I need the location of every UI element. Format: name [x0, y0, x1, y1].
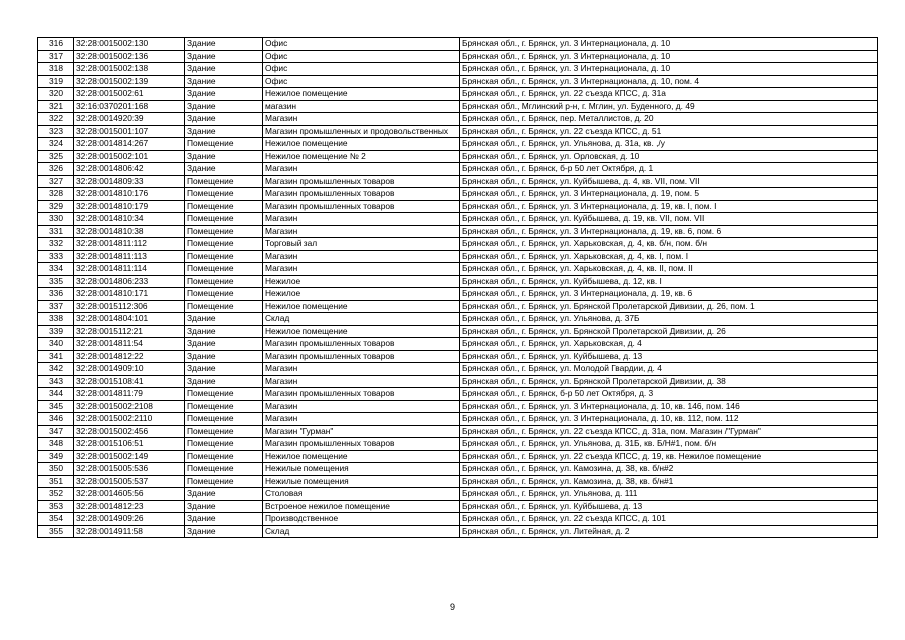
object-name-cell: Нежилое помещение	[263, 300, 460, 313]
address-cell: Брянская обл., г. Брянск, ул. Куйбышева, д. 13	[460, 500, 878, 513]
table-row	[38, 475, 878, 488]
object-type-cell: Помещение	[185, 213, 263, 226]
object-type-cell: Помещение	[185, 450, 263, 463]
object-name-cell: Магазин промышленных товаров	[263, 175, 460, 188]
table-row	[38, 425, 878, 438]
row-number-cell: 347	[38, 425, 74, 438]
object-name-cell: Магазин	[263, 413, 460, 426]
table-row	[38, 175, 878, 188]
address-cell: Брянская обл., г. Брянск, ул. 3 Интернационала, д. 10	[460, 50, 878, 63]
table-row	[38, 325, 878, 338]
table-row	[38, 313, 878, 326]
address-cell: Брянская обл., г. Брянск, ул. Камозина, д. 38, кв. б/н#2	[460, 463, 878, 476]
cadastral-number-cell: 32:28:0014920:39	[74, 113, 185, 126]
object-name-cell: Магазин	[263, 263, 460, 276]
row-number-cell: 351	[38, 475, 74, 488]
cadastral-number-cell: 32:28:0014806:42	[74, 163, 185, 176]
table-row	[38, 375, 878, 388]
table-row	[38, 38, 878, 51]
address-cell: Брянская обл., г. Брянск, ул. 3 Интернационала, д. 19, кв. I, пом. I	[460, 200, 878, 213]
object-name-cell: Магазин промышленных товаров	[263, 438, 460, 451]
object-type-cell: Здание	[185, 88, 263, 101]
table-row	[38, 413, 878, 426]
object-name-cell: Встроеное нежилое помещение	[263, 500, 460, 513]
address-cell: Брянская обл., г. Брянск, ул. 3 Интернационала, д. 10	[460, 38, 878, 51]
address-cell: Брянская обл., Мглинский р-н, г. Мглин, ул. Буденного, д. 49	[460, 100, 878, 113]
cadastral-number-cell: 32:28:0015005:536	[74, 463, 185, 476]
address-cell: Брянская обл., г. Брянск, ул. Куйбышева, д. 13	[460, 350, 878, 363]
address-cell: Брянская обл., г. Брянск, ул. 3 Интернационала, д. 10, пом. 4	[460, 75, 878, 88]
object-name-cell: Магазин	[263, 250, 460, 263]
object-name-cell: Склад	[263, 525, 460, 538]
object-name-cell: Магазин	[263, 375, 460, 388]
address-cell: Брянская обл., г. Брянск, ул. 3 Интернационала, д. 10	[460, 63, 878, 76]
row-number-cell: 325	[38, 150, 74, 163]
row-number-cell: 333	[38, 250, 74, 263]
row-number-cell: 317	[38, 50, 74, 63]
cadastral-number-cell: 32:28:0015002:130	[74, 38, 185, 51]
object-type-cell: Помещение	[185, 275, 263, 288]
object-name-cell: Нежилые помещения	[263, 463, 460, 476]
row-number-cell: 320	[38, 88, 74, 101]
address-cell: Брянская обл., г. Брянск, ул. Камозина, д. 38, кв. б/н#1	[460, 475, 878, 488]
object-name-cell: Магазин	[263, 113, 460, 126]
row-number-cell: 342	[38, 363, 74, 376]
table-row	[38, 63, 878, 76]
address-cell: Брянская обл., г. Брянск, ул. Ульянова, д. 31Б, кв. Б/Н#1, пом. б/н	[460, 438, 878, 451]
row-number-cell: 338	[38, 313, 74, 326]
table-row	[38, 225, 878, 238]
cadastral-number-cell: 32:28:0015112:306	[74, 300, 185, 313]
object-type-cell: Помещение	[185, 388, 263, 401]
cadastral-number-cell: 32:28:0015002:2108	[74, 400, 185, 413]
object-name-cell: Магазин	[263, 213, 460, 226]
row-number-cell: 339	[38, 325, 74, 338]
address-cell: Брянская обл., г. Брянск, ул. 22 съезда КПСС, д. 101	[460, 513, 878, 526]
row-number-cell: 335	[38, 275, 74, 288]
object-type-cell: Здание	[185, 113, 263, 126]
address-cell: Брянская обл., г. Брянск, ул. Литейная, д. 2	[460, 525, 878, 538]
address-cell: Брянская обл., г. Брянск, ул. 22 съезда КПСС, д. 19, кв. Нежилое помещение	[460, 450, 878, 463]
cadastral-number-cell: 32:28:0014814:267	[74, 138, 185, 151]
object-type-cell: Здание	[185, 375, 263, 388]
object-type-cell: Здание	[185, 325, 263, 338]
table-row	[38, 113, 878, 126]
row-number-cell: 328	[38, 188, 74, 201]
address-cell: Брянская обл., г. Брянск, ул. Ульянова, д. 37Б	[460, 313, 878, 326]
table-row	[38, 363, 878, 376]
row-number-cell: 355	[38, 525, 74, 538]
row-number-cell: 352	[38, 488, 74, 501]
cadastral-number-cell: 32:28:0015106:51	[74, 438, 185, 451]
object-name-cell: Нежилое помещение	[263, 450, 460, 463]
address-cell: Брянская обл., г. Брянск, ул. Куйбышева, д. 19, кв. VII, пом. VII	[460, 213, 878, 226]
object-name-cell: Нежилое помещение	[263, 325, 460, 338]
cadastral-number-cell: 32:28:0014812:22	[74, 350, 185, 363]
object-type-cell: Помещение	[185, 250, 263, 263]
object-type-cell: Здание	[185, 363, 263, 376]
object-name-cell: Магазин промышленных товаров	[263, 388, 460, 401]
table-row	[38, 513, 878, 526]
cadastral-number-cell: 32:28:0015002:138	[74, 63, 185, 76]
object-type-cell: Здание	[185, 38, 263, 51]
address-cell: Брянская обл., г. Брянск, ул. 3 Интернационала, д. 19, кв. 6, пом. 6	[460, 225, 878, 238]
address-cell: Брянская обл., г. Брянск, ул. Брянской Пролетарской Дивизии, д. 38	[460, 375, 878, 388]
object-type-cell: Здание	[185, 525, 263, 538]
row-number-cell: 354	[38, 513, 74, 526]
table-row	[38, 138, 878, 151]
object-name-cell: Нежилое помещение № 2	[263, 150, 460, 163]
table-row	[38, 350, 878, 363]
address-cell: Брянская обл., г. Брянск, ул. 3 Интернационала, д. 19, пом. 5	[460, 188, 878, 201]
object-name-cell: Магазин	[263, 400, 460, 413]
row-number-cell: 350	[38, 463, 74, 476]
object-name-cell: Склад	[263, 313, 460, 326]
table-row	[38, 200, 878, 213]
cadastral-number-cell: 32:28:0014811:54	[74, 338, 185, 351]
object-type-cell: Здание	[185, 513, 263, 526]
address-cell: Брянская обл., г. Брянск, б-р 50 лет Октября, д. 3	[460, 388, 878, 401]
object-name-cell: магазин	[263, 100, 460, 113]
row-number-cell: 334	[38, 263, 74, 276]
cadastral-number-cell: 32:28:0015002:101	[74, 150, 185, 163]
table-row	[38, 463, 878, 476]
property-registry-table	[37, 37, 878, 538]
cadastral-number-cell: 32:28:0014812:23	[74, 500, 185, 513]
object-type-cell: Здание	[185, 50, 263, 63]
page-number: 9	[449, 602, 455, 612]
row-number-cell: 340	[38, 338, 74, 351]
address-cell: Брянская обл., г. Брянск, ул. 22 съезда КПСС, д. 31а, пом. Магазин /"Гурман"	[460, 425, 878, 438]
address-cell: Брянская обл., г. Брянск, ул. Брянской Пролетарской Дивизии, д. 26, пом. 1	[460, 300, 878, 313]
cadastral-number-cell: 32:28:0014806:233	[74, 275, 185, 288]
table-row	[38, 263, 878, 276]
table-row	[38, 500, 878, 513]
address-cell: Брянская обл., г. Брянск, ул. Молодой Гвардии, д. 4	[460, 363, 878, 376]
table-row	[38, 438, 878, 451]
object-name-cell: Магазин промышленных товаров	[263, 188, 460, 201]
object-name-cell: Нежилое помещение	[263, 138, 460, 151]
row-number-cell: 326	[38, 163, 74, 176]
object-name-cell: Столовая	[263, 488, 460, 501]
cadastral-number-cell: 32:28:0014810:176	[74, 188, 185, 201]
cadastral-number-cell: 32:28:0014810:179	[74, 200, 185, 213]
object-type-cell: Здание	[185, 313, 263, 326]
object-type-cell: Помещение	[185, 463, 263, 476]
address-cell: Брянская обл., г. Брянск, ул. Куйбышева, д. 12, кв. I	[460, 275, 878, 288]
table-row	[38, 238, 878, 251]
row-number-cell: 346	[38, 413, 74, 426]
object-name-cell: Магазин "Гурман"	[263, 425, 460, 438]
address-cell: Брянская обл., г. Брянск, ул. 3 Интернационала, д. 10, кв. 112, пом. 112	[460, 413, 878, 426]
row-number-cell: 349	[38, 450, 74, 463]
address-cell: Брянская обл., г. Брянск, ул. 3 Интернационала, д. 10, кв. 146, пом. 146	[460, 400, 878, 413]
address-cell: Брянская обл., г. Брянск, ул. Харьковская, д. 4, кв. б/н, пом. б/н	[460, 238, 878, 251]
table-row	[38, 488, 878, 501]
address-cell: Брянская обл., г. Брянск, ул. Ульянова, д. 111	[460, 488, 878, 501]
cadastral-number-cell: 32:28:0014810:38	[74, 225, 185, 238]
object-type-cell: Помещение	[185, 263, 263, 276]
object-name-cell: Офис	[263, 38, 460, 51]
cadastral-number-cell: 32:28:0014804:101	[74, 313, 185, 326]
object-name-cell: Магазин промышленных товаров	[263, 338, 460, 351]
object-type-cell: Помещение	[185, 400, 263, 413]
table-row	[38, 88, 878, 101]
address-cell: Брянская обл., г. Брянск, ул. Харьковская, д. 4	[460, 338, 878, 351]
object-name-cell: Магазин промышленных и продовольственных	[263, 125, 460, 138]
cadastral-number-cell: 32:28:0015002:2110	[74, 413, 185, 426]
object-name-cell: Магазин промышленных товаров	[263, 200, 460, 213]
cadastral-number-cell: 32:16:0370201:168	[74, 100, 185, 113]
row-number-cell: 337	[38, 300, 74, 313]
object-type-cell: Здание	[185, 500, 263, 513]
object-type-cell: Здание	[185, 100, 263, 113]
registry-table-body	[38, 38, 878, 538]
address-cell: Брянская обл., г. Брянск, ул. 22 съезда КПСС, д. 51	[460, 125, 878, 138]
row-number-cell: 316	[38, 38, 74, 51]
object-name-cell: Нежилое	[263, 275, 460, 288]
row-number-cell: 319	[38, 75, 74, 88]
row-number-cell: 323	[38, 125, 74, 138]
object-name-cell: Торговый зал	[263, 238, 460, 251]
row-number-cell: 321	[38, 100, 74, 113]
object-type-cell: Здание	[185, 338, 263, 351]
object-type-cell: Помещение	[185, 300, 263, 313]
row-number-cell: 343	[38, 375, 74, 388]
address-cell: Брянская обл., г. Брянск, ул. 22 съезда КПСС, д. 31а	[460, 88, 878, 101]
object-name-cell: Нежилое помещение	[263, 88, 460, 101]
table-row	[38, 400, 878, 413]
row-number-cell: 341	[38, 350, 74, 363]
object-type-cell: Здание	[185, 75, 263, 88]
cadastral-number-cell: 32:28:0015112:21	[74, 325, 185, 338]
object-name-cell: Магазин	[263, 225, 460, 238]
table-row	[38, 100, 878, 113]
object-name-cell: Офис	[263, 50, 460, 63]
cadastral-number-cell: 32:28:0014810:34	[74, 213, 185, 226]
object-type-cell: Помещение	[185, 425, 263, 438]
object-name-cell: Нежилое	[263, 288, 460, 301]
row-number-cell: 327	[38, 175, 74, 188]
address-cell: Брянская обл., г. Брянск, ул. 3 Интернационала, д. 19, кв. 6	[460, 288, 878, 301]
object-name-cell: Магазин	[263, 363, 460, 376]
row-number-cell: 332	[38, 238, 74, 251]
address-cell: Брянская обл., г. Брянск, б-р 50 лет Октября, д. 1	[460, 163, 878, 176]
object-name-cell: Производственное	[263, 513, 460, 526]
object-type-cell: Здание	[185, 150, 263, 163]
address-cell: Брянская обл., г. Брянск, ул. Ульянова, д. 31а, кв. ,/у	[460, 138, 878, 151]
cadastral-number-cell: 32:28:0014809:33	[74, 175, 185, 188]
object-type-cell: Здание	[185, 350, 263, 363]
table-row	[38, 75, 878, 88]
object-name-cell: Магазин промышленных товаров	[263, 350, 460, 363]
table-row	[38, 450, 878, 463]
object-type-cell: Здание	[185, 488, 263, 501]
cadastral-number-cell: 32:28:0014811:112	[74, 238, 185, 251]
cadastral-number-cell: 32:28:0014909:10	[74, 363, 185, 376]
object-type-cell: Помещение	[185, 238, 263, 251]
row-number-cell: 324	[38, 138, 74, 151]
cadastral-number-cell: 32:28:0015002:149	[74, 450, 185, 463]
cadastral-number-cell: 32:28:0015108:41	[74, 375, 185, 388]
object-type-cell: Помещение	[185, 200, 263, 213]
table-row	[38, 288, 878, 301]
cadastral-number-cell: 32:28:0015002:136	[74, 50, 185, 63]
object-name-cell: Офис	[263, 75, 460, 88]
address-cell: Брянская обл., г. Брянск, ул. Харьковская, д. 4, кв. I, пом. I	[460, 250, 878, 263]
address-cell: Брянская обл., г. Брянск, пер. Металлистов, д. 20	[460, 113, 878, 126]
object-name-cell: Офис	[263, 63, 460, 76]
object-type-cell: Помещение	[185, 288, 263, 301]
row-number-cell: 329	[38, 200, 74, 213]
table-row	[38, 300, 878, 313]
row-number-cell: 322	[38, 113, 74, 126]
row-number-cell: 330	[38, 213, 74, 226]
address-cell: Брянская обл., г. Брянск, ул. Харьковская, д. 4, кв. II, пом. II	[460, 263, 878, 276]
object-type-cell: Помещение	[185, 438, 263, 451]
object-type-cell: Здание	[185, 163, 263, 176]
row-number-cell: 345	[38, 400, 74, 413]
cadastral-number-cell: 32:28:0014911:58	[74, 525, 185, 538]
cadastral-number-cell: 32:28:0014909:26	[74, 513, 185, 526]
cadastral-number-cell: 32:28:0015002:61	[74, 88, 185, 101]
table-row	[38, 388, 878, 401]
row-number-cell: 353	[38, 500, 74, 513]
cadastral-number-cell: 32:28:0014811:113	[74, 250, 185, 263]
cadastral-number-cell: 32:28:0014811:79	[74, 388, 185, 401]
object-type-cell: Помещение	[185, 138, 263, 151]
address-cell: Брянская обл., г. Брянск, ул. Орловская, д. 10	[460, 150, 878, 163]
row-number-cell: 344	[38, 388, 74, 401]
cadastral-number-cell: 32:28:0014811:114	[74, 263, 185, 276]
cadastral-number-cell: 32:28:0014810:171	[74, 288, 185, 301]
object-type-cell: Помещение	[185, 188, 263, 201]
table-row	[38, 525, 878, 538]
table-row	[38, 163, 878, 176]
object-type-cell: Здание	[185, 63, 263, 76]
object-type-cell: Помещение	[185, 225, 263, 238]
object-name-cell: Магазин	[263, 163, 460, 176]
table-row	[38, 213, 878, 226]
table-row	[38, 338, 878, 351]
cadastral-number-cell: 32:28:0015001:107	[74, 125, 185, 138]
cadastral-number-cell: 32:28:0014605:56	[74, 488, 185, 501]
cadastral-number-cell: 32:28:0015002:456	[74, 425, 185, 438]
row-number-cell: 331	[38, 225, 74, 238]
object-name-cell: Нежилые помещения	[263, 475, 460, 488]
cadastral-number-cell: 32:28:0015005:537	[74, 475, 185, 488]
table-row	[38, 275, 878, 288]
row-number-cell: 348	[38, 438, 74, 451]
object-type-cell: Здание	[185, 125, 263, 138]
table-row	[38, 125, 878, 138]
address-cell: Брянская обл., г. Брянск, ул. Куйбышева, д. 4, кв. VII, пом. VII	[460, 175, 878, 188]
table-row	[38, 150, 878, 163]
table-row	[38, 50, 878, 63]
object-type-cell: Помещение	[185, 475, 263, 488]
table-row	[38, 250, 878, 263]
row-number-cell: 318	[38, 63, 74, 76]
object-type-cell: Помещение	[185, 175, 263, 188]
object-type-cell: Помещение	[185, 413, 263, 426]
row-number-cell: 336	[38, 288, 74, 301]
cadastral-number-cell: 32:28:0015002:139	[74, 75, 185, 88]
address-cell: Брянская обл., г. Брянск, ул. Брянской Пролетарской Дивизии, д. 26	[460, 325, 878, 338]
table-row	[38, 188, 878, 201]
